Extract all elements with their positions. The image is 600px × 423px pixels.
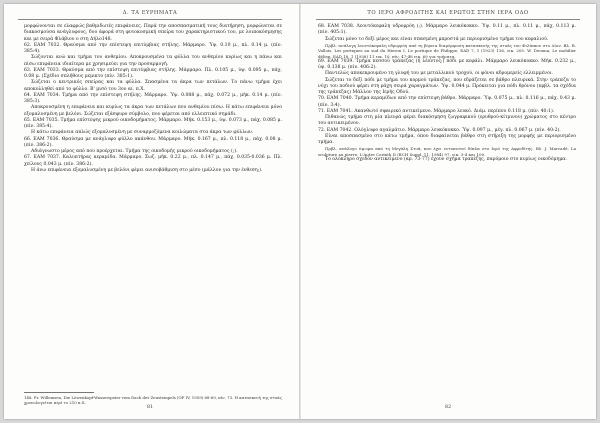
catalog-entry: 67. ΕΑΜ 7037. Καλυπτήρας κεραμίδα. Μάρμαρο. Σωζ. μήκ. 0.22 μ., πλ. 0.147 μ., πάχ. 0.035-0.036 μ. Πλ. χείλους 0.043 μ. (πίν. 386:2). bbox=[24, 155, 282, 167]
catalog-entry: 70. ΕΑΜ 7040. Τμήμα κεραμίδων από την επίστεψη βάθρο. Μάρμαρο. Ύψ. 0.075 μ., πλ. 0.116 μ., πάχ. 0.43 μ. (πίν. 3:4). bbox=[318, 96, 576, 108]
paragraph: Αδιάγνωστο μέρος από που προέρχεται. Τμήμα της οικοδομής μικρού οικοδομήματος (;). bbox=[31, 149, 238, 154]
running-head-right: ΤΟ ΙΕΡΟ ΑΦΡΟΔΙΤΗΣ ΚΑΙ ΕΡΩΤΟΣ ΣΤΗΝ ΙΕΡΑ ΟΔΟ bbox=[367, 10, 529, 16]
paragraph: Αποκρουσμένη η επιφάνεια και κυρίως τα άκρα των πετάλων που ανθεμίου πίσω. Η κάτω επιφάνεια μόνο εξομαλυσμένη με βελόνι. Σώζεται εξάσφυρο σύμβολο, που φέρεται από ελλειπτικό σημάδι. bbox=[24, 105, 282, 117]
catalog-entry: 63. ΕΑΜ 7033. Θραύσμα από την επίστεψη επιτύμβιας στήλης. Μάρμαρο. Πλ. 0.105 μ., ύψ. 0.095 μ., πάχ. 0.08 μ. (Σχέδιο σπλήθους μεμικτο (πίν. 385:1). bbox=[24, 67, 282, 79]
right-page-body bbox=[318, 24, 576, 164]
catalog-entry: 65. ΕΑΜ 7035. Τμήμα επίστεψης μικρού οικοδομήματος. Μάρμαρο. Μήκ. 0.153 μ., ύψ. 0.073 μ., πάχ. 0.085 μ. (πίν. 385:4). bbox=[24, 117, 282, 129]
page-number-left: 81 bbox=[146, 404, 154, 410]
paragraph: Σώζεται το δεξί πόδι με τμήμα του κορμού τράπεζας, που εδράζεται σε βάθρο πλευρικά. Στην τράπεζα το νύχι του ποδιού φέρει στη ράχη σειρά χαραγμάτων. Ύψ. 0.044 μ. Πρόκειται για πόδι θρόνου (πρβλ. τα σχέδια της τράπεζας) Μάλλον της Ιερής Οδού. bbox=[318, 77, 576, 96]
header-rule bbox=[316, 19, 580, 20]
paragraph: Η κάτω επιφάνεια απλώς εξομαλυσμένη με συναρμοζόμενα κοιλώματα στα άκρα των φύλλων. bbox=[31, 130, 254, 136]
paragraph: Πρβλ. ανάλογο ύψωμα από τη Μεγάλη Στοά, που έχει εντοπιστεί δίπλα στο Ιερό της Αφροδίτης. Βλ. J. Marcadé, La sculpture au pierre, L'Autre Corinth II (BCH Suppl. 11, 1984) 97, εικ. 3-4 και 100. bbox=[318, 146, 576, 157]
book-gutter bbox=[299, 4, 301, 419]
catalog-entry: 71. ΕΑΜ 7041. Ακανθωτό σφαιρικό αντικείμενο. Μάρμαρο λευκό. Διάμ. περίπου 0.118 μ. (πίν. 40:1). bbox=[318, 108, 555, 114]
left-page bbox=[4, 4, 296, 419]
paragraph: Πιθανώς τμήμα στη μία πλευρά φέρει διακόσμηση ζωγραφικού (ερυθρού-κίτρινου) χρώματος στο κέντρο του αντικειμένου. bbox=[318, 115, 576, 127]
paragraph: Το ολόκληρο σχεδόν αντικείμενο (αρ. 73-77) έχουν σχήμα τραπέζης, παρόμοιο στο κυρίως οικοδόμημα. bbox=[325, 157, 567, 163]
book-spread bbox=[4, 4, 596, 419]
catalog-entry: 62. ΕΑΜ 7032. Θραύσμα από την επίστεψη επιτύμβιας στήλης. Μάρμαρο. Ύψ. 0.10 μ., πλ. 0.14 μ. (πίν. 385:4). bbox=[24, 42, 282, 54]
footnote-rule bbox=[24, 392, 94, 393]
paragraph: Σώζεται ο κεντρικός σπείρας και τα φύλλα. Σπασμένα τα άκρα των πετάλων. Το πάνω τμήμα έχει αποκολληθεί από το φύλλο. Β' μισό του 3ου αι. π.Χ. bbox=[24, 80, 282, 92]
paragraph: Σώζεται μόνο το δεξί μέρος και είναι σπασμένη μπροστά με περιορισμένο τμήμα του κεφαλιού. bbox=[325, 36, 549, 42]
catalog-entry: 66. ΕΑΜ 7036. Θραύσμα με ανάγλυφο φύλλο ακάνθου. Μάρμαρο. Μήκ. 0.167 μ., πλ. 0.118 μ., πάχ. 0.08 μ. (πίν. 386:2). bbox=[24, 136, 282, 148]
page-number-right: 82 bbox=[444, 404, 452, 410]
paragraph: Σώζονται ανώ και τμήμα του ανθεμίου. Αποκρουσμένα τα φύλλα του ανθεμίου κυρίως και η πάνω και πίσω επιφάνεια ιδιαίτερα με χρησιμεύει για την προσαρμογή. bbox=[24, 55, 282, 67]
paragraph: Πρβλ. ανάλογη λεοντόκεφαλη υδρορρόη από τη βόρεια διαμόρφωση κατασκευής της στοάς του Φιλίππου στο Δίον. Βλ. R. Vallois, Les portiques au sud du Hieron I, Le portique de Philippe, EAD 7, 1 (1923) 136, εικ. 205. W. Deonna, Le mobilier délien, EAD 18, 1 (1938) 11 εικ. 10, πίν. 47-48 εικ. 69 για τμήματα. bbox=[318, 42, 576, 59]
paragraph: μορφώνονται σε ελαφρώς βαθμιδωτές επιφάνειες. Παρά την αποσπασματική τους διατήρηση, μορφώνεται σε διακοσμούσα ανάγλυφους, δυο άφορά στη φυτοκοσμική σπείρα του χαρακτηριστικού του, με λοιποκόσμησης και με σειρά Φλάβιου ο στη Δήλο148. bbox=[24, 24, 282, 42]
paragraph: Η άνω επιφάνεια εξομαλυσμένη με βελόνι φέρει ανισοβάθμιση στο μέσο (μάλλον για την ένθεση;). bbox=[31, 167, 263, 173]
paragraph: Παντελώς αποκεκρουμένο τη γλυφή του με μεταλλικού τροχού, οι φόνοι αδρομερείς ελλειμμένοι. bbox=[325, 71, 553, 77]
catalog-entry: 64. ΕΑΜ 7034. Τμήμα από την επίστεψη στήλης. Μάρμαρο. Ύψ. 0.088 μ., πάχ. 0.072 μ., μήκ. 0.14 μ. (πίν. 385:3). bbox=[24, 92, 282, 104]
running-head-left: Δ. ΤΑ ΕΥΡΗΜΑΤΑ bbox=[122, 10, 178, 16]
catalog-entry: 69. ΕΑΜ 7039. Τμήμα πεσσού τράπεζας (ή λέοντος;) πόδι με κεφάλι. Μάρμαρο λευκόκοκκο. Μήκ. 0.232 μ., ύψ. 0.138 μ. (πίν. 406:2). bbox=[318, 58, 576, 71]
catalog-entry: 68. ΕΑΜ 7038. Λεοντόκεφαλη υδρορρόη (;). Μάρμαρο λευκόκοκκο. Ύψ. 0.11 μ., πλ. 0.11 μ., πάχ. 0.113 μ. (πίν. 405:1). bbox=[318, 24, 576, 36]
header-rule bbox=[18, 19, 282, 20]
left-page-body bbox=[24, 24, 282, 174]
paragraph: Είναι αποσπασμένο στο κάτω τμήμα, όπου διαφαίνεται βάθρο στη στήριξη της μορφής με περιορισμένο τμήμα. bbox=[318, 133, 576, 146]
right-page bbox=[302, 4, 594, 419]
footnote: 148. Fr. Willemsen, Die Löwenkopf-Wasserspeier vom Dach des Zeustempels (OF IV, 1959) 68-69, πίν. 73. Η κατασκευή της στοάς χρονολογείται περί το 210 π.Χ. bbox=[24, 395, 282, 406]
catalog-entry: 72. ΕΑΜ 7042. Ολόγλυφο αγαλμάτιο. Μάρμαρο λευκόκοκκο. Ύψ. 0.097 μ., μέγ. πλ. 0.067 μ. (πίν. 40:2). bbox=[318, 127, 561, 133]
